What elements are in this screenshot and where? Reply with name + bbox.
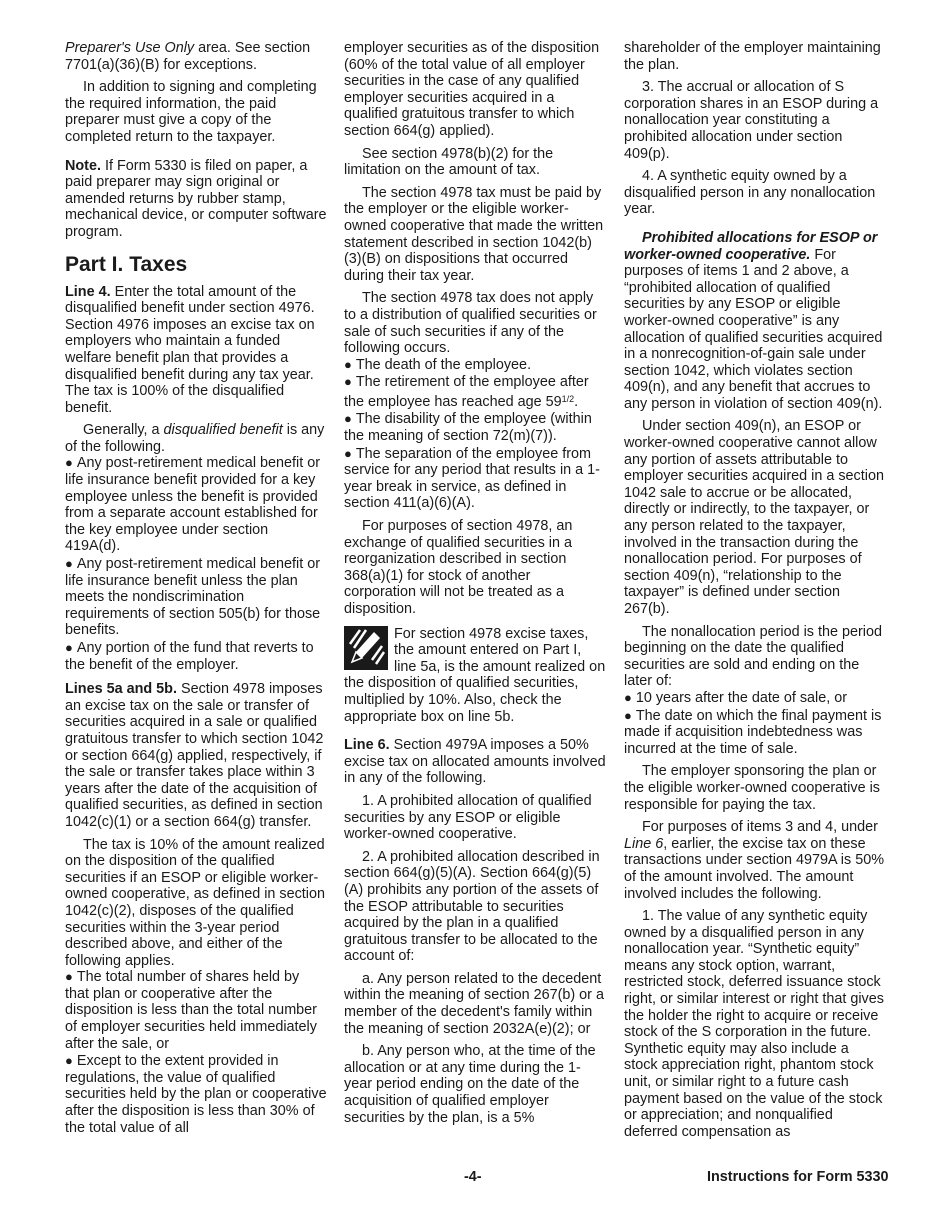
list-item: ● The retirement of the employee after the employee has reached age $59^{1/2}$. bbox=[344, 374, 589, 410]
bullet-icon: ● bbox=[65, 640, 73, 655]
bullet-icon: ● bbox=[344, 445, 352, 461]
bullet-icon: ● bbox=[624, 707, 632, 723]
list-item: ● 10 years after the date of sale, or bbox=[624, 689, 848, 706]
bullet-icon: ● bbox=[344, 356, 352, 372]
paragraph-must-be-paid: The section 4978 tax must be paid by the employer or the eligible worker-owned cooperative that made the written statement described in section 1042(b)(3)(B) on dispositions that occurred during their tax year. bbox=[344, 184, 604, 284]
bullet-icon: ● bbox=[65, 556, 73, 572]
list-item: ● Any post-retirement medical benefit or life insurance benefit unless the plan meets the nondiscrimination requirements of section 505(b) for those benefits. bbox=[65, 556, 321, 639]
paragraph-section-409n: Under section 409(n), an ESOP or worker-owned cooperative cannot allow any portion of assets attributable to employer securities acquired in a section 1042 sale to accrue or be allocated, directly or indirectly, to the taxpayer, or any person related to the taxpayer, involved in the transaction during the nonallocation period. For purposes of section 409(n), “relationship to the taxpayer” is defined under section 267(b). bbox=[624, 418, 884, 617]
note-label: Note. bbox=[65, 157, 101, 174]
bullet-icon: ● bbox=[344, 374, 352, 390]
paragraph-prohibited-allocations: Prohibited allocations for ESOP or worker-owned cooperative. For purposes of items 1 and 2 above, a “prohibited allocation of qualified securities by any ESOP or eligible worker-owned cooperative” is any allocation of qualified securities acquired in a nonrecognition-of-gain sale under section 1042, which violates section 409(n), and any benefit that accrues to any person in violation of section 409(n). bbox=[624, 229, 883, 412]
list-item-3: 3. The accrual or allocation of S corporation shares in an ESOP during a nonallocation year constituting a prohibited allocation under section 409(p). bbox=[624, 79, 879, 162]
column-1 bbox=[65, 40, 327, 1142]
paragraph-tax-10-percent: The tax is 10% of the amount realized on the disposition of the qualified securities if an ESOP or eligible worker-owned cooperative, as defined in section 1042(c)(2), disposes of the qualified securities within the 3-year period described above, and either of the following applies. bbox=[65, 836, 326, 969]
pencil-tip-icon bbox=[344, 626, 388, 670]
paragraph-copy-to-taxpayer: In addition to signing and completing the required information, the paid preparer must give a copy of the completed return to the taxpayer. bbox=[65, 79, 317, 145]
paragraph-nonallocation-period: The nonallocation period is the period beginning on the date the qualified securities are sold and ending on the later of: bbox=[624, 623, 883, 690]
list-item: ● Except to the extent provided in regulations, the value of qualified securities held by the plan or cooperative after the disposition is less than 30% of the total value of all bbox=[65, 1053, 327, 1136]
list-item: ● The disability of the employee (within the meaning of section 72(m)(7)). bbox=[344, 411, 592, 445]
list-item-2: 2. A prohibited allocation described in section 664(g)(5)(A). Section 664(g)(5)(A) prohibits any portion of the assets of the ESOP attributable to securities acquired by the plan in a qualified gratuitous transfer to be allocated to the account of: bbox=[344, 848, 600, 965]
footer-title: Instructions for Form 5330 bbox=[707, 1169, 889, 1185]
tip-box bbox=[344, 626, 606, 726]
paragraph-preparers-use: Preparer's Use Only area. See section 7701(a)(36)(B) for exceptions. bbox=[65, 40, 311, 73]
bullet-list-conditions bbox=[65, 969, 327, 1136]
paragraph-line-6: Line 6. Section 4979A imposes a 50% excise tax on allocated amounts involved in any of the following. bbox=[344, 737, 606, 787]
section-heading-part-1: Part I. Taxes bbox=[65, 252, 188, 276]
list-item-1: 1. A prohibited allocation of qualified securities by any ESOP or eligible worker-owned cooperative. bbox=[344, 792, 592, 843]
list-item-4: 4. A synthetic equity owned by a disqualified person in any nonallocation year. bbox=[624, 168, 876, 218]
list-item-a: a. Any person related to the decedent within the meaning of section 267(b) or a member of the decedent's family within the meaning of section 2032A(e)(2); or bbox=[344, 970, 604, 1037]
page-number: -4- bbox=[464, 1169, 482, 1185]
bullet-icon: ● bbox=[65, 969, 73, 985]
paragraph-continued: employer securities as of the disposition (60% of the total value of all employer securities in the case of any qualified employer securities acquired in a qualified gratuitous transfer to which section 664(g) applied). bbox=[344, 40, 600, 139]
list-item-synthetic-equity: 1. The value of any synthetic equity owned by a disqualified person in any nonallocation year. “Synthetic equity” means any stock option, warrant, restricted stock, deferred issuance stock right, or similar interest or right that gives the holder the right to acquire or receive stock of the S corporation in the future. Synthetic equity may also include a stock appreciation right, phantom stock unit, or similar right to a future cash payment based on the value of the stock or appreciation; and nonqualified deferred compensation as bbox=[624, 908, 884, 1140]
paragraph-generally: Generally, a disqualified benefit is any of the following. bbox=[65, 422, 325, 455]
paragraph-see-section: See section 4978(b)(2) for the limitation on the amount of tax. bbox=[344, 145, 554, 179]
bullet-icon: ● bbox=[65, 455, 73, 471]
list-item-b: b. Any person who, at the time of the allocation or at any time during the 1-year period ending on the date of the acquisition of qualified employer securities by the plan, is a 5% bbox=[344, 1043, 596, 1126]
bullet-icon: ● bbox=[624, 689, 632, 705]
paragraph-continued: shareholder of the employer maintaining the plan. bbox=[624, 40, 881, 73]
bullet-icon: ● bbox=[344, 411, 352, 427]
paragraph-items-3-and-4: For purposes of items 3 and 4, under Line 6, earlier, the excise tax on these transactions under section 4979A is 50% of the amount involved. The amount involved includes the following. bbox=[624, 819, 884, 902]
column-3 bbox=[624, 40, 886, 1146]
list-item: ● Any portion of the fund that reverts to the benefit of the employer. bbox=[65, 640, 314, 673]
paragraph-reorganization: For purposes of section 4978, an exchange of qualified securities in a reorganization described in section 368(a)(1) for stock of another corporation will not be treated as a disposition. bbox=[344, 518, 573, 617]
bullet-list-later-of bbox=[624, 690, 886, 757]
tip-text: For section 4978 excise taxes, the amount entered on Part I, line 5a, is the amount realized on the disposition of qualified securities, multiplied by 10%. Also, check the appropriate box on line 5b. bbox=[344, 625, 606, 725]
list-item: ● The death of the employee. bbox=[344, 356, 532, 373]
paragraph-line-4: Line 4. Enter the total amount of the disqualified benefit under section 4976. Section 4976 imposes an excise tax on employers who maintain a funded welfare benefit plan that provides a disqualified benefit during any tax year. The tax is 100% of the disqualified benefit. bbox=[65, 283, 315, 416]
paragraph-does-not-apply: The section 4978 tax does not apply to a distribution of qualified securities or sale of such securities if any of the following occurs. bbox=[344, 290, 597, 357]
list-item: ● Any post-retirement medical benefit or life insurance benefit provided for a key employee unless the benefit is provided from a separate account established for the key employee under section 419A(d). bbox=[65, 455, 321, 555]
column-2 bbox=[344, 40, 606, 1132]
bullet-icon: ● bbox=[65, 1053, 73, 1069]
bullet-list-exceptions bbox=[344, 357, 606, 512]
bullet-list-disqualified-benefits bbox=[65, 455, 327, 673]
paragraph-lines-5a-5b: Lines 5a and 5b. Section 4978 imposes an excise tax on the sale or transfer of securities acquired in a sale or qualified gratuitous transfer to which section 1042 or section 664(g) applied, respectively, if the sale or transfer takes place within 3 years after the date of the acquisition of qualified securities, as defined in section 1042(c)(1) or a section 664(g) transfer. bbox=[65, 681, 324, 830]
list-item: ● The separation of the employee from service for any period that results in a 1-year break in service, as defined in section 411(a)(6)(A). bbox=[344, 445, 600, 512]
list-item: ● The date on which the final payment is made if acquisition indebtedness was incurred at the time of sale. bbox=[624, 707, 882, 757]
note-paragraph: Note. If Form 5330 is filed on paper, a paid preparer may sign original or amended returns by rubber stamp, mechanical device, or computer software program. bbox=[65, 157, 327, 240]
paragraph-employer-sponsoring: The employer sponsoring the plan or the eligible worker-owned cooperative is responsible for paying the tax. bbox=[624, 763, 880, 813]
list-item: ● The total number of shares held by that plan or cooperative after the disposition is less than the total number of employer securities held immediately after the sale, or bbox=[65, 969, 317, 1052]
